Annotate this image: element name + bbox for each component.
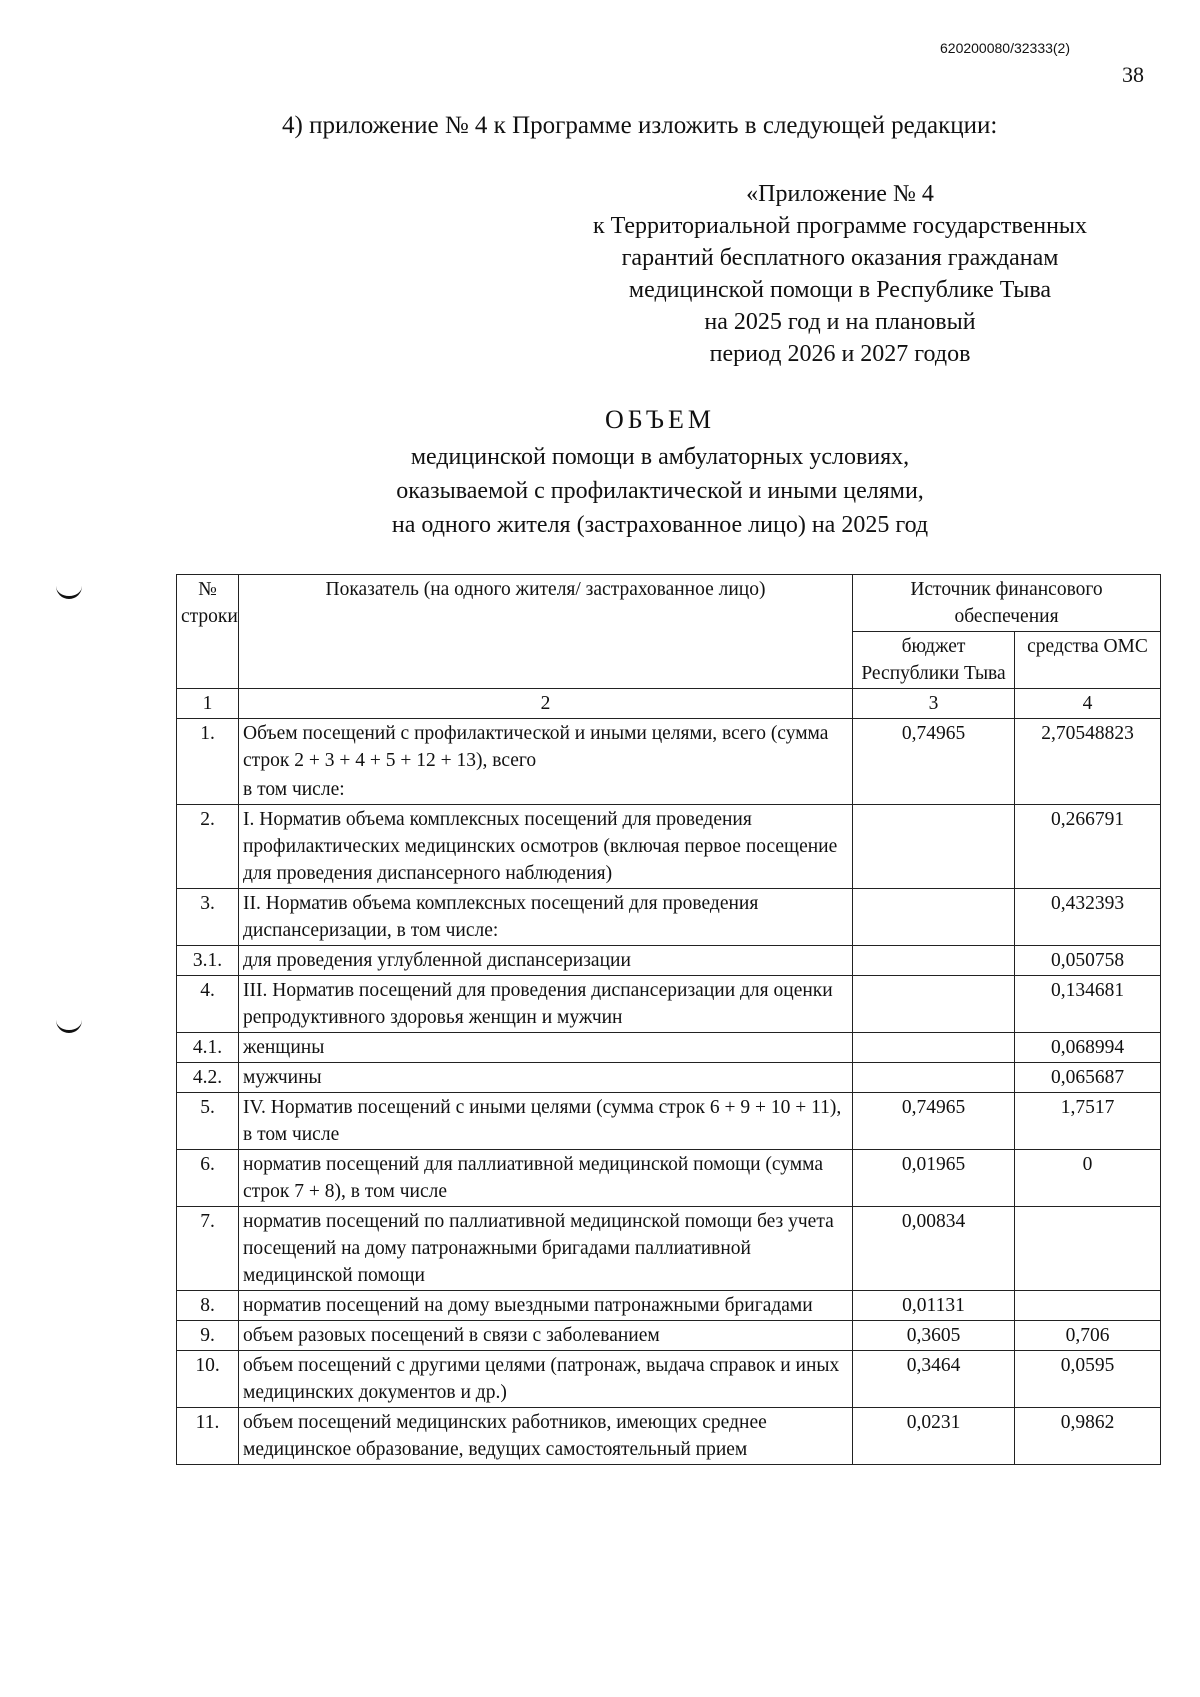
- row-budget-value: 0,3605: [853, 1321, 1015, 1351]
- document-title: ОБЪЕМ: [604, 405, 716, 434]
- row-budget-value: [853, 976, 1015, 1033]
- row-indicator: объем разовых посещений в связи с заболеванием: [239, 1321, 853, 1351]
- row-budget-value: 0,0231: [853, 1408, 1015, 1465]
- document-subtitle: [160, 440, 1160, 542]
- row-indicator: норматив посещений на дому выездными патронажными бригадами: [239, 1291, 853, 1321]
- header-oms: средства ОМС: [1015, 632, 1161, 689]
- row-oms-value: 0,0595: [1015, 1351, 1161, 1408]
- row-oms-value: 0,050758: [1015, 946, 1161, 976]
- header-row-number: № строки: [177, 575, 239, 689]
- table-row: [177, 1291, 1161, 1321]
- row-indicator: III. Норматив посещений для проведения диспансеризации для оценки репродуктивного здоровья женщин и мужчин: [239, 976, 853, 1033]
- row-indicator: женщины: [239, 1033, 853, 1063]
- table-row: [177, 976, 1161, 1033]
- binding-mark: [56, 1014, 82, 1033]
- row-budget-value: 0,74965: [853, 719, 1015, 776]
- table-row: [177, 1351, 1161, 1408]
- row-indicator: мужчины: [239, 1063, 853, 1093]
- table-row: [177, 1033, 1161, 1063]
- row-oms-value: [1015, 1291, 1161, 1321]
- page-number: 38: [1122, 62, 1144, 87]
- annex-line: на 2025 год и на плановый: [704, 309, 976, 335]
- row-budget-value: [853, 805, 1015, 889]
- binding-mark: [56, 580, 82, 599]
- row-number: [177, 775, 239, 805]
- row-budget-value: [853, 946, 1015, 976]
- subtitle-line: на одного жителя (застрахованное лицо) на 2025 год: [391, 512, 929, 538]
- row-number: 5.: [177, 1093, 239, 1150]
- annex-line: медицинской помощи в Республике Тыва: [628, 277, 1052, 303]
- row-indicator: объем посещений с другими целями (патронаж, выдача справок и иных медицинских документов и др.): [239, 1351, 853, 1408]
- annex-line: период 2026 и 2027 годов: [709, 341, 971, 367]
- table-row: [177, 889, 1161, 946]
- table-row: [177, 1207, 1161, 1291]
- row-budget-value: 0,01131: [853, 1291, 1015, 1321]
- row-oms-value: 0,065687: [1015, 1063, 1161, 1093]
- column-number: 4: [1015, 689, 1161, 719]
- row-oms-value: 1,7517: [1015, 1093, 1161, 1150]
- table-row: [177, 1408, 1161, 1465]
- volume-table: [176, 574, 1161, 1465]
- table-row: [177, 805, 1161, 889]
- header-funding-source: Источник финансового обеспечения: [853, 575, 1161, 632]
- row-oms-value: 0,266791: [1015, 805, 1161, 889]
- row-oms-value: [1015, 775, 1161, 805]
- row-budget-value: [853, 775, 1015, 805]
- row-oms-value: 0: [1015, 1150, 1161, 1207]
- header-budget: бюджет Республики Тыва: [853, 632, 1015, 689]
- table-body: [177, 719, 1161, 1465]
- row-indicator: норматив посещений для паллиативной медицинской помощи (сумма строк 7 + 8), в том числе: [239, 1150, 853, 1207]
- subtitle-line: медицинской помощи в амбулаторных условиях,: [410, 444, 910, 470]
- column-number: 3: [853, 689, 1015, 719]
- row-number: 6.: [177, 1150, 239, 1207]
- table-row: [177, 946, 1161, 976]
- row-oms-value: 0,432393: [1015, 889, 1161, 946]
- row-indicator: Объем посещений с профилактической и иными целями, всего (сумма строк 2 + 3 + 4 + 5 + 12 + 13), всего: [239, 719, 853, 776]
- row-indicator: объем посещений медицинских работников, имеющих среднее медицинское образование, ведущих самостоятельный прием: [239, 1408, 853, 1465]
- row-indicator: II. Норматив объема комплексных посещений для проведения диспансеризации, в том числе:: [239, 889, 853, 946]
- row-number: 11.: [177, 1408, 239, 1465]
- table-row: [177, 775, 1161, 805]
- row-budget-value: 0,74965: [853, 1093, 1015, 1150]
- row-number: 10.: [177, 1351, 239, 1408]
- row-number: 4.: [177, 976, 239, 1033]
- row-indicator: норматив посещений по паллиативной медицинской помощи без учета посещений на дому патронажными бригадами паллиативной медицинской помощи: [239, 1207, 853, 1291]
- row-number: 9.: [177, 1321, 239, 1351]
- table-row: [177, 1150, 1161, 1207]
- row-number: 7.: [177, 1207, 239, 1291]
- header-indicator: Показатель (на одного жителя/ застрахованное лицо): [239, 575, 853, 689]
- row-number: 8.: [177, 1291, 239, 1321]
- column-number: 2: [239, 689, 853, 719]
- row-indicator: I. Норматив объема комплексных посещений для проведения профилактических медицинских осмотров (включая первое посещение для проведения диспансерного наблюдения): [239, 805, 853, 889]
- row-budget-value: 0,01965: [853, 1150, 1015, 1207]
- row-oms-value: 2,70548823: [1015, 719, 1161, 776]
- annex-heading: [520, 178, 1160, 370]
- subtitle-line: оказываемой с профилактической и иными целями,: [396, 478, 924, 504]
- row-oms-value: 0,068994: [1015, 1033, 1161, 1063]
- row-budget-value: [853, 1033, 1015, 1063]
- row-oms-value: 0,9862: [1015, 1408, 1161, 1465]
- row-oms-value: 0,706: [1015, 1321, 1161, 1351]
- document-number: 620200080/32333(2): [940, 40, 1071, 56]
- intro-text: 4) приложение № 4 к Программе изложить в следующей редакции:: [282, 112, 998, 139]
- row-budget-value: [853, 1063, 1015, 1093]
- row-indicator: для проведения углубленной диспансеризации: [239, 946, 853, 976]
- row-number: 3.: [177, 889, 239, 946]
- row-number: 3.1.: [177, 946, 239, 976]
- row-budget-value: 0,3464: [853, 1351, 1015, 1408]
- row-budget-value: [853, 889, 1015, 946]
- row-number: 1.: [177, 719, 239, 776]
- table-row: [177, 719, 1161, 776]
- row-indicator: в том числе:: [239, 775, 853, 805]
- table-row: [177, 1093, 1161, 1150]
- row-budget-value: 0,00834: [853, 1207, 1015, 1291]
- row-number: 4.1.: [177, 1033, 239, 1063]
- column-number: 1: [177, 689, 239, 719]
- table-row: [177, 1321, 1161, 1351]
- row-indicator: IV. Норматив посещений с иными целями (сумма строк 6 + 9 + 10 + 11), в том числе: [239, 1093, 853, 1150]
- table-row: [177, 1063, 1161, 1093]
- annex-line: к Территориальной программе государственных: [592, 213, 1088, 239]
- row-number: 4.2.: [177, 1063, 239, 1093]
- annex-line: «Приложение № 4: [746, 181, 934, 207]
- annex-line: гарантий бесплатного оказания гражданам: [621, 245, 1059, 271]
- row-oms-value: [1015, 1207, 1161, 1291]
- row-oms-value: 0,134681: [1015, 976, 1161, 1033]
- row-number: 2.: [177, 805, 239, 889]
